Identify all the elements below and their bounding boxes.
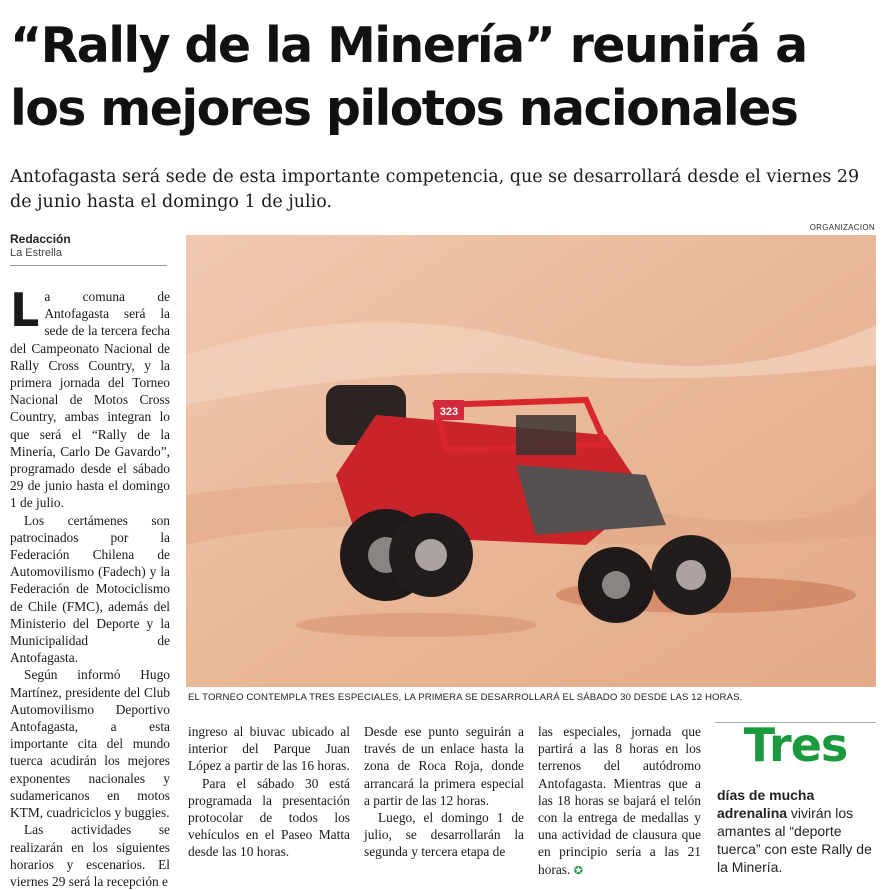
headline: “Rally de la Minería” reunirá a los mejores pilotos nacionales [10, 17, 807, 137]
paragraph-1: a comuna de Antofagasta será la sede de la tercera fecha del Campeonato Nacional de Rally Cross Country, y la primera jornada del Torneo Nacional de Motos Cross Country, ambas integran lo que será el “Rally de la Minería, Carlo De Gavardo”, programado desde el sábado 29 de junio hasta el domingo 1 de julio. [10, 289, 170, 511]
subhead: Antofagasta será sede de esta importante competencia, que se desarrollará desde el viernes 29 de junio hasta el domingo 1 de julio. [10, 167, 860, 212]
paragraph-4: Las actividades se realizarán en los siguientes horarios y escenarios. El viernes 29 será la recepción e [10, 822, 170, 889]
byline-name: Redacción [10, 232, 71, 246]
byline-org: La Estrella [10, 247, 62, 259]
end-mark-icon: ✪ [573, 864, 583, 877]
article-column-1 [10, 283, 170, 890]
photo-credit: ORGANIZACION [809, 223, 875, 232]
buggy-in-dunes-illustration [186, 235, 876, 687]
paragraph-5: ingreso al biuvac ubicado al interior del Parque Juan López a partir de las 16 horas. [188, 724, 350, 774]
photo-caption: EL TORNEO CONTEMPLA TRES ESPECIALES, LA PRIMERA SE DESARROLLARÁ EL SÁBADO 30 DESDE LAS 12 HORAS. [188, 692, 743, 703]
byline-divider [10, 265, 167, 266]
paragraph-7: Desde ese punto seguirán a través de un enlace hasta la zona de Roca Roja, donde arrancará la primera especial a partir de las 12 horas. [364, 724, 524, 808]
paragraph-9: las especiales, jornada que partirá a las 8 horas en los terrenos del autódromo Antofagasta. Mientras que a las 18 horas se bajará el telón con la entrega de medallas y una actividad de clausura que en principio sería a las 21 horas. [538, 724, 701, 877]
paragraph-3: Según informó Hugo Martínez, presidente del Club Automovilismo Deportivo Antofagasta, a esta importante cita del mundo tuerca acudirán los mejores exponentes nacionales y sudamericanos en motos KTM, cuadriciclos y buggies. [10, 667, 170, 821]
rally-photo [186, 235, 876, 687]
article-column-3 [364, 723, 524, 861]
factbox-number: Tres [743, 718, 848, 772]
factbox-text [717, 786, 877, 876]
car-number: 323 [439, 406, 459, 418]
paragraph-6: Para el sábado 30 está programada la presentación protocolar de todos los vehículos en el Paseo Matta desde las 10 horas. [188, 775, 350, 860]
paragraph-8: Luego, el domingo 1 de julio, se desarrollarán la segunda y tercera etapa de [364, 810, 524, 860]
drop-cap: L [10, 283, 40, 337]
factbox-rest: vivirán los amantes al “deporte tuerca” con este Rally de la Minería. [717, 805, 872, 875]
article-column-4 [538, 723, 701, 880]
article-column-2 [188, 723, 350, 861]
factbox-bold: días de mucha adrenalina [717, 787, 815, 821]
paragraph-2: Los certámenes son patrocinados por la Federación Chilena de Automovilismo (Fadech) y la Federación de Motociclismo de Chile (FMC), además del Ministerio del Deporte y la Municipalidad de Antofagasta. [10, 512, 170, 666]
